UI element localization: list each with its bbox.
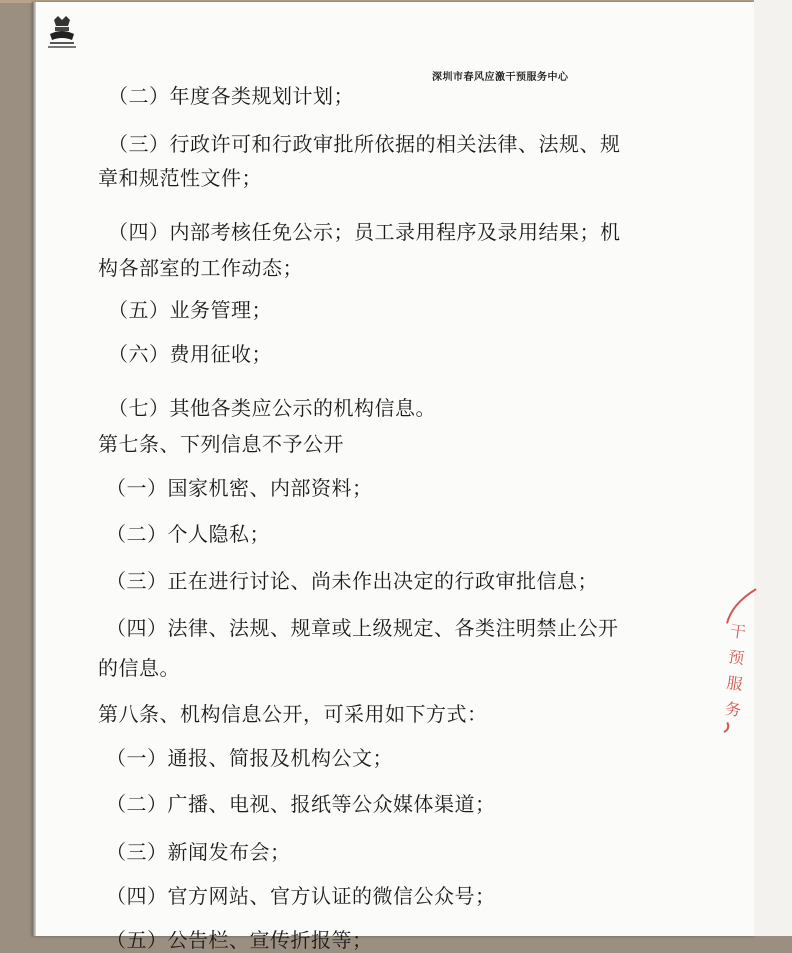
text-line: （二）个人隐私； <box>106 522 270 546</box>
text-line: （五）公告栏、宣传折报等； <box>106 928 373 952</box>
text-line: （三）正在进行讨论、尚未作出决定的行政审批信息； <box>106 569 598 593</box>
text-line: 的信息。 <box>98 656 180 680</box>
text-line: （二）广播、电视、报纸等公众媒体渠道； <box>106 792 496 816</box>
text-line: （四）官方网站、官方认证的微信公众号； <box>106 884 496 908</box>
organization-logo-icon <box>44 14 80 54</box>
page-binding-shadow <box>32 2 36 936</box>
svg-text:干: 干 <box>728 620 748 643</box>
text-line: 构各部室的工作动态； <box>98 256 303 280</box>
text-line: （一）通报、简报及机构公文； <box>106 746 393 770</box>
svg-text:预: 预 <box>727 647 746 669</box>
text-line: （四）法律、法规、规章或上级规定、各类注明禁止公开 <box>106 616 619 640</box>
text-line: （二）年度各类规划计划； <box>108 84 354 108</box>
text-line: （七）其他各类应公示的机构信息。 <box>108 396 436 420</box>
text-line: （三）行政许可和行政审批所依据的相关法律、法规、规 <box>108 132 621 156</box>
text-line: （五）业务管理； <box>108 298 272 322</box>
section-heading: 第七条、下列信息不予公开 <box>98 432 344 456</box>
svg-text:务: 务 <box>723 699 743 721</box>
organization-name: 深圳市春风应激干预服务中心 <box>432 72 569 83</box>
text-line: （四）内部考核任免公示；员工录用程序及录用结果；机 <box>108 220 621 244</box>
text-line: （六）费用征收； <box>108 342 272 366</box>
svg-text:服: 服 <box>725 673 744 695</box>
section-heading: 第八条、机构信息公开，可采用如下方式： <box>98 702 488 726</box>
text-line: 章和规范性文件； <box>98 166 262 190</box>
scan-right-margin <box>754 0 792 936</box>
text-line: （一）国家机密、内部资料； <box>106 476 373 500</box>
text-line: （三）新闻发布会； <box>106 840 291 864</box>
